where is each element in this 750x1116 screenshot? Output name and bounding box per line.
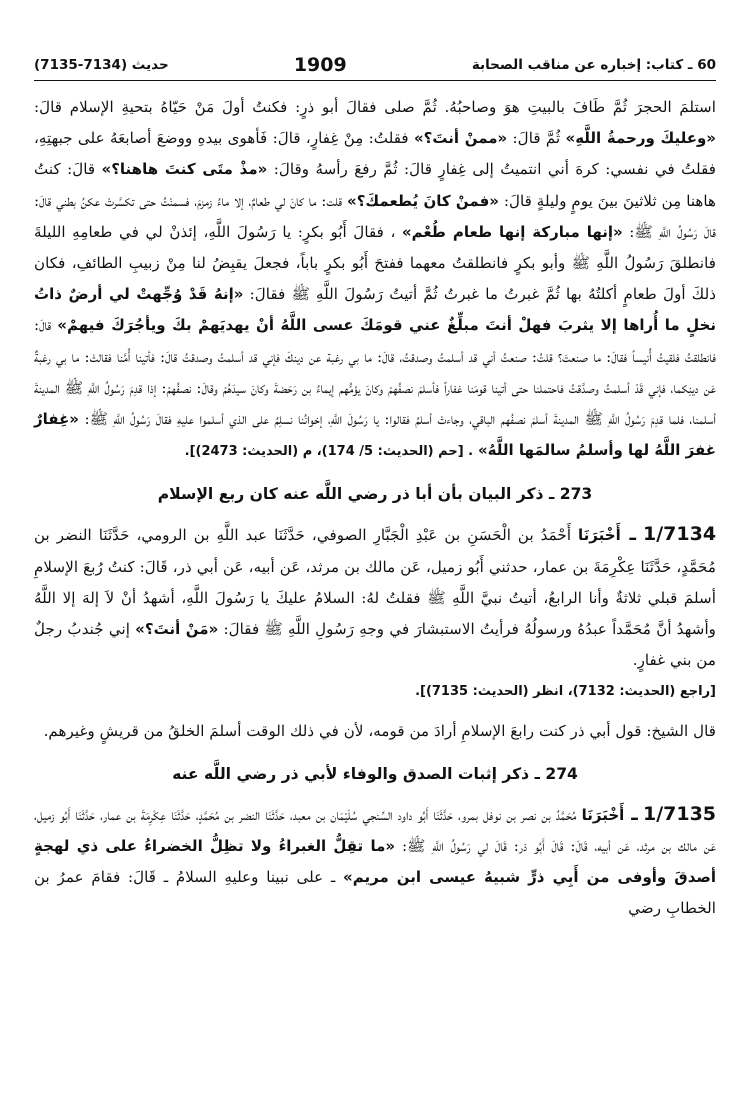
prophet-quote: «مَنْ أنتَ؟»: [135, 620, 219, 639]
akhbarana-label: أَخْبَرَنَا: [578, 526, 621, 545]
prophet-quote: «ممنْ أنتَ؟»: [413, 129, 508, 148]
akhbarana-label: أَخْبَرَنَا: [581, 805, 625, 824]
hadith-7134: 1/7134 ـ أَخْبَرَنَا أَحْمَدُ بن الْحَسَنِ بن عَبْدِ الْجَبَّارِ الصوفي، حَدَّثَنَا عبد اللَّهِ بن الرومي، حَدَّثَنَا النضر بن مُحَمَّدٍ، حَدَّثَنَا عِكْرِمَةَ بن عمار، حدثني أَبُو زميل، عَن مالك بن مرثد، عَن أبيه، عَن أبي ذر، قَالَ: كنتُ رُبعَ الإسلامِ أسلمَ قبلي ثلاثةٌ وأنا الرابعُ، أتيتُ نبيَّ اللَّهِ ﷺ فقلتُ لهُ: السلامُ عليكَ يا رَسُولَ اللَّهِ، أشهدُ أنْ لاَ إلهَ إلا اللَّهُ وأشهدُ أنَّ مُحَمَّداً عبدُهُ ورسولُهُ فرأيتُ الاستبشارَ في وجهِ رَسُولِ اللَّهِ ﷺ فقالَ: «مَنْ أنتَ؟» إني جُندبُ رجلٌ من بني غفارٍ. [راجع (الحديث: 7132)، انظر (الحديث: 7135)].: [34, 519, 716, 707]
page-number: 1909: [293, 54, 347, 76]
hadith-number: 1/7135: [642, 802, 717, 825]
source-reference: . [حم (الحديث: 5/ 174)، م (الحديث: 2473)].: [184, 444, 474, 460]
hadith-7135: 1/7135 ـ أَخْبَرَنَا مُحَمَّدُ بن نصر بن نوفل بمرو، حَدَّثَنَا أَبُو داود السِّنجي سُلَيْمَان بن معبد، حَدَّثَنَا النضر بن مُحَمَّدٍ، حَدَّثَنَا عِكْرِمَةَ بن عمار، حَدَّثَنَا أَبُو زميل، عَن مالك بن مرثد، عَن أبيه، قَالَ: قَالَ أَبُو ذر: قَالَ لي رَسُولُ اللَّهِ ﷺ: «ما تقِلُّ الغبراءُ ولا تظِلُّ الخضراءُ على ذي لهجةٍ أصدقَ وأوفى من أَبِي ذرٍّ شبيهُ عيسى ابن مريم» ـ على نبينا وعليهِ السلامُ ـ قَالَ: فقامَ عمرُ بن الخطابِ رضي: [34, 802, 717, 918]
prophet-quote: «ما تقِلُّ الغبراءُ ولا تظِلُّ الخضراءُ على ذي لهجةٍ أصدقَ وأوفى من أَبِي ذرٍّ شبيهُ عيسى ابن مريم»: [34, 837, 717, 887]
prophet-quote: «وعليكَ ورحمةُ اللَّهِ»: [565, 129, 716, 148]
page-header: [34, 50, 716, 81]
section-heading-274: 274 ـ ذكر إثبات الصدق والوفاء لأبي ذر رضي اللَّه عنه: [172, 764, 578, 783]
hadith-number: 1/7134: [643, 523, 717, 546]
prophet-quote: «فمنْ كانَ يُطعمكَ؟»: [347, 191, 499, 210]
cross-reference: [راجع (الحديث: 7132)، انظر (الحديث: 7135)].: [415, 684, 716, 700]
prophet-quote: «مذْ متَى كنتَ هاهنا؟»: [101, 160, 268, 179]
sheikh-comment: قال الشيخ: قول أبي ذر كنت رابعَ الإسلامِ أرادَ من قومه، لأن في ذلك الوقت أسلمَ الخلقُ من قريشٍ وغيرهم.: [43, 721, 716, 740]
prophet-quote: «إنها مباركة إنها طعام طُعْم»: [401, 222, 623, 241]
hadith-range: حديث (7134-7135): [34, 57, 169, 73]
page-body: [34, 92, 716, 925]
opening-hadith-text: استلمَ الحجرَ ثُمَّ طَافَ بالبيتِ هوَ وصاحبُهُ. ثُمَّ صلى فقالَ أبو ذرٍ: فكنتُ أولَ مَنْ حَيّاهُ بتحيةِ الإسلام قالَ: «وعليكَ ورحمةُ اللَّهِ» ثُمَّ قالَ: «ممنْ أنتَ؟» فقلتُ: مِنْ غِفارٍ، قالَ: فَأهوى بيدهِ ووضعَ أصابعَهُ على جبهتِهِ، فقلتُ في نفسي: كرهَ أني انتميتُ إلى غِفارٍ قالَ: ثُمَّ رفعَ رأسهُ وقالَ: «مذْ متَى كنتَ هاهنا؟» قالَ: كنتُ هاهنا مِن ثلاثينَ بينَ يومٍ وليلةٍ قالَ: «فمنْ كانَ يُطعمكَ؟» قلت: ما كانَ لي طعامٌ، إلا ماءُ زمزمَ، فسمنْتُ حتى تكسَّرتْ عكنُ بطني قالَ: قالَ رَسُولُ اللَّهِ ﷺ: «إنها مباركة إنها طعام طُعْم» ، فقالَ أَبُو بكرٍ: يا رَسُولَ اللَّهِ، إئذنْ لي في طعامِهِ الليلةَ فانطلقَ رَسُولُ اللَّهِ ﷺ وأبو بكرٍ فانطلقتُ معهما ففتحَ أَبُو بكرٍ باباً، فجعلَ يقبِضُ لنا مِنْ زبيبِ الطائفِ، فكان ذلكَ أولَ طعامٍ أكلتُهُ بها ثُمَّ غبرتُ ما غبرتُ ثُمَّ أتيتُ رَسُولَ اللَّهِ ﷺ فقالَ: «إنهُ قَدْ وُجِّهتْ لي أرضٌ ذاتُ نخلٍ ما أُراها إلا يثربَ فهلْ أنتَ مبلِّغٌ عني قومَكَ عسى اللَّهُ أنْ يهديَهمْ بكَ ويأجُرَكَ فيهمْ» قالَ: فانطلقتُ فلقيتُ أُنيساً فقالَ: ما صنعتَ؟ قلتُ: صنعتُ أني قد أسلمتُ وصدقتُ، قالَ: ما بي رغبة عن دينكَ فإني قد أسلمتُ وصدقتُ قالَ: فأتينا أُمَّنا فقالتْ: ما بي رغبةٌ عَن دينِكما، فإني قَدْ أسلمتُ وصدَّقتُ فاحتملنا حتى أتينا قومَنا غفاراً فأسلمَ نصفُهمْ وكانَ يؤمُّهم إيماءُ بن رَحَضةَ وكانَ سيدَهُمْ وقالَ: نصفُهمْ: إذا قدِمَ رَسُولُ اللَّهِ ﷺ المدينةَ أسلمنا، فلما قدِمَ رَسُولُ اللَّهِ ﷺ المدينةَ أسلمَ نصفُهم الباقي، وجاءتْ أسلمُ فقالوا: يا رَسُولَ اللَّهِ، إخوانُنا نسلِمُ على الذي أسلموا عليهِ فقالَ رَسُولُ اللَّهِ ﷺ: «غِفارٌ غفرَ اللَّهُ لها وأسلمُ سالمَها اللَّهُ» . [حم (الحديث: 5/ 174)، م (الحديث: 2473)].: [34, 98, 717, 460]
section-heading-273: 273 ـ ذكر البيان بأن أبا ذر رضي اللَّه عنه كان ربع الإسلام: [157, 485, 593, 504]
prophet-quote: «غِفارٌ غفرَ اللَّهُ لها وأسلمُ سالمَها اللَّهُ»: [34, 410, 716, 460]
chapter-title: 60 ـ كتاب: إخباره عن مناقب الصحابة: [471, 57, 716, 73]
prophet-quote: «إنهُ قَدْ وُجِّهتْ لي أرضٌ ذاتُ نخلٍ ما أُراها إلا يثربَ فهلْ أنتَ مبلِّغٌ عني قومَكَ عسى اللَّهُ أنْ يهديَهمْ بكَ ويأجُرَكَ فيهمْ»: [34, 285, 717, 335]
